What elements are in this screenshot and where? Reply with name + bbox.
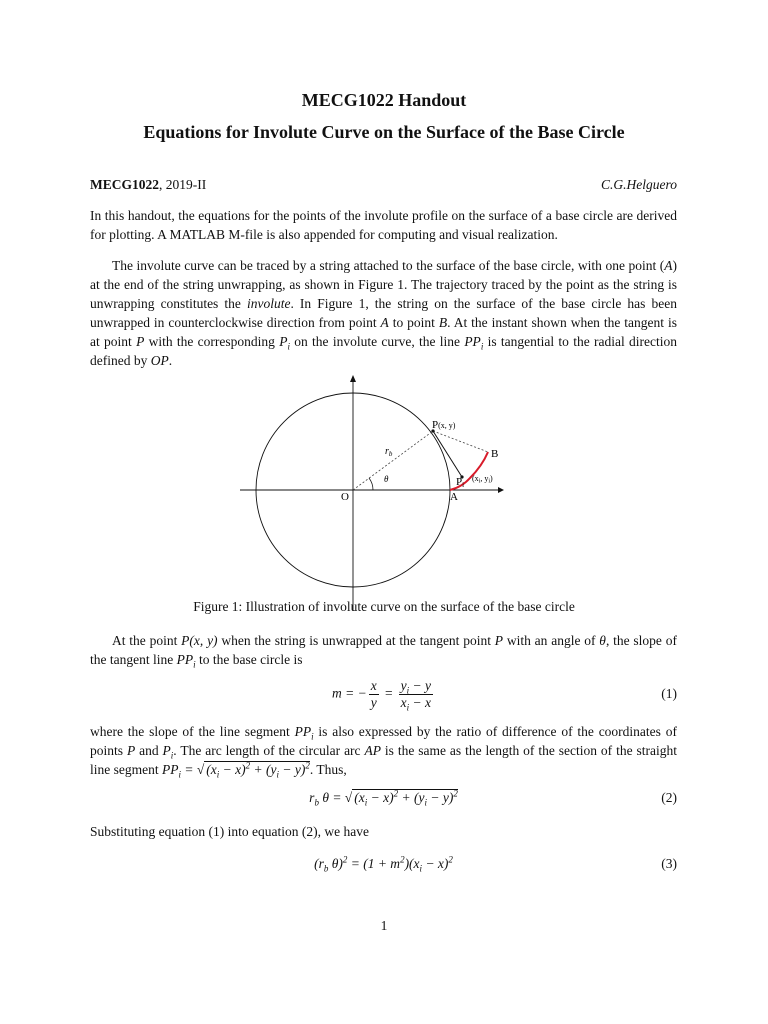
- page-number: 1: [380, 918, 388, 933]
- label-rb: $r_b$: [385, 446, 393, 458]
- equation-2-number: (2): [661, 790, 677, 805]
- label-A: A: [450, 491, 458, 503]
- label-theta: θ: [384, 474, 389, 484]
- equation-1: m = − $\frac{x}{y}$ = $\frac{y_i - y}{x_i - x}$ (1): [332, 678, 677, 713]
- theta-arc: [369, 478, 373, 490]
- x-axis-arrow-icon: [498, 487, 504, 493]
- label-Pi: Pi: [456, 476, 465, 489]
- y-axis-arrow-icon: [350, 375, 356, 382]
- radius-line: [353, 431, 433, 490]
- label-P: P(x, y): [432, 419, 456, 431]
- paragraph-substitution: Substituting equation (1) into equation (2), we have: [90, 824, 369, 839]
- course-term: , 2019-II: [159, 177, 207, 192]
- paragraph-involute: The involute curve can be traced by a string attached to the surface of the base circle, with one point (A) at the end of the string unwrapping, as shown in Figure 1. The trajectory traced by the point as the string is unwrapping constitutes the involute. In Figure 1, the string on the surface of the base circle has been unwrapped in counterclockwise direction from point A to point B. At the instant shown when the tangent is at point P with the corresponding $P_i$ on the involute curve, the line $PP_i$ is tangential to the radial direction defined by OP.: [90, 258, 677, 368]
- involute-diagram: [240, 370, 520, 610]
- equation-3: ($r_b$ $\theta)^2 = (1 + m^2)(x_i - x)^2$ (3): [314, 854, 677, 874]
- author-name: C.G.Helguero: [601, 177, 677, 192]
- label-B: B: [491, 448, 499, 460]
- equation-1-number: (1): [661, 686, 677, 701]
- equation-2: $r_b$ θ = √ $(x_i - x)^2 + (y_i - y)^2$ (2): [309, 788, 677, 808]
- intro-paragraph: In this handout, the equations for the points of the involute profile on the surface of a base circle are derived for plotting. A MATLAB M-file is also appended for computing and visual realization.: [90, 208, 677, 242]
- meta-line: [90, 177, 677, 193]
- handout-subtitle: Equations for Involute Curve on the Surface of the Base Circle: [143, 122, 625, 142]
- figure-caption: Figure 1: Illustration of involute curve on the surface of the base circle: [193, 599, 575, 614]
- paragraph-slope: At the point P(x, y) when the string is unwrapped at the tangent point P with an angle of θ, the slope of the tangent line $PP_i$ to the base circle is: [90, 633, 677, 670]
- figure-1: [240, 370, 520, 610]
- label-Pi-coords: (xi, yi): [472, 474, 493, 485]
- equation-3-number: (3): [661, 856, 677, 871]
- course-code: MECG1022: [90, 177, 159, 192]
- paragraph-arc-length: where the slope of the line segment $PP_i$ is also expressed by the ratio of difference of the coordinates of points P and $P_i$. The arc length of the circular arc AP is the same as the length of the section of the straight line segment $PP_i$ = √ $(x_i - x)^2 + (y_i - y)^2$. Thus,: [90, 724, 677, 780]
- label-O: O: [341, 491, 349, 503]
- handout-title: MECG1022 Handout: [301, 90, 467, 110]
